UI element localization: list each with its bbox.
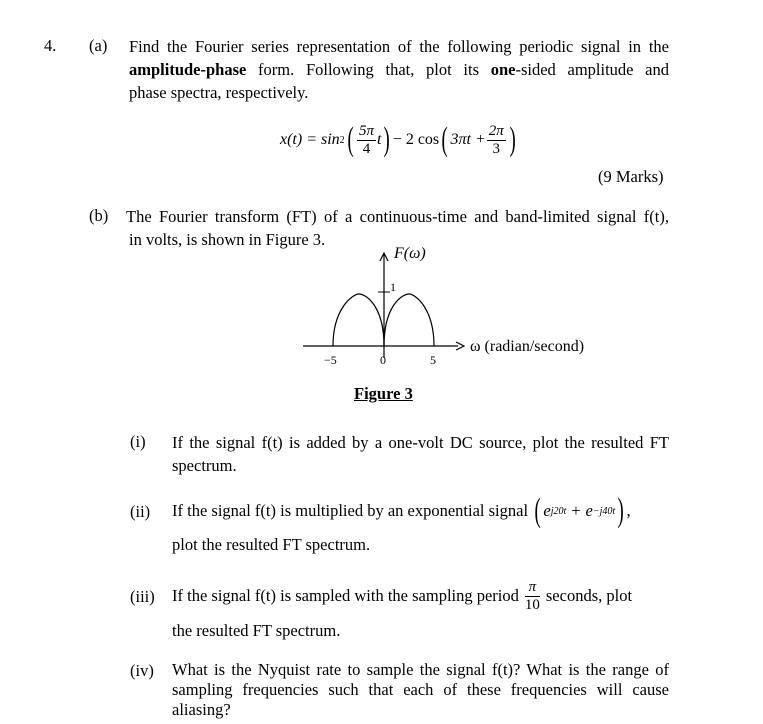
marks: (9 Marks) bbox=[598, 167, 664, 186]
fraction-pi-10 bbox=[525, 579, 540, 614]
tick-label-0: 0 bbox=[380, 353, 386, 367]
signal-equation bbox=[280, 118, 518, 162]
exp-left-paren: ( bbox=[534, 492, 541, 529]
spectrum-right-lobe bbox=[384, 294, 434, 346]
equation-sin-power: 2 bbox=[339, 134, 345, 146]
item-ii-line-1 bbox=[172, 490, 631, 532]
item-i-line-2: spectrum. bbox=[172, 456, 237, 475]
peak-label: 1 bbox=[390, 280, 396, 294]
exp-2-power: −j40t bbox=[592, 505, 616, 517]
question-number: 4. bbox=[44, 36, 57, 55]
item-iv-label: (iv) bbox=[130, 661, 154, 680]
figure-3-plot bbox=[300, 240, 620, 375]
part-a-line-1: Find the Fourier series representation of the following periodic signal in the bbox=[129, 37, 669, 56]
item-iv-text bbox=[172, 660, 669, 720]
item-i-text bbox=[172, 431, 669, 477]
fraction-5pi-4 bbox=[357, 123, 376, 158]
part-a-label: (a) bbox=[89, 36, 108, 55]
y-axis-label: F(ω) bbox=[394, 245, 426, 262]
tick-label-5: 5 bbox=[430, 353, 436, 367]
item-iii-line-1 bbox=[172, 576, 632, 616]
item-iii-line-2: the resulted FT spectrum. bbox=[172, 621, 341, 640]
spectrum-left-lobe bbox=[333, 294, 384, 346]
item-ii-label: (ii) bbox=[130, 502, 151, 521]
amplitude-phase-bold: amplitude-phase bbox=[129, 60, 247, 79]
item-i-line-1: If the signal f(t) is added by a one-volt DC source, plot the resulted FT bbox=[172, 433, 669, 452]
part-a-line-2-mid: form. Following that, plot its bbox=[246, 60, 491, 79]
part-b-line-1: The Fourier transform (FT) of a continuous-time and band-limited signal f(t), bbox=[126, 207, 669, 226]
x-axis-label: ω (radian/second) bbox=[470, 338, 585, 355]
equation-lhs: x(t) = sin bbox=[280, 131, 340, 148]
item-iii-label: (iii) bbox=[130, 587, 155, 606]
right-paren-2: ) bbox=[509, 121, 516, 158]
item-i-label: (i) bbox=[130, 432, 146, 451]
fraction-denominator: 3 bbox=[492, 140, 500, 157]
part-b-label: (b) bbox=[89, 206, 109, 225]
fraction-2pi-3 bbox=[487, 123, 506, 158]
exp-2-base: + e bbox=[570, 501, 593, 520]
item-ii-text: If the signal f(t) is multiplied by an exponential signal bbox=[172, 501, 529, 520]
equation-inner: 3πt + bbox=[450, 131, 486, 148]
fraction-denominator: 10 bbox=[524, 596, 540, 613]
fraction-denominator: 4 bbox=[362, 140, 371, 157]
item-iv-line-1: What is the Nyquist rate to sample the signal f(t)? What is the range of bbox=[172, 660, 669, 679]
one-bold: one bbox=[490, 60, 516, 79]
item-iv-line-2: sampling frequencies such that each of these frequencies will cause bbox=[172, 680, 669, 699]
exp-1-base: e bbox=[543, 501, 551, 520]
part-b-line-2: in volts, is shown in Figure 3. bbox=[129, 230, 326, 249]
part-a-text bbox=[129, 35, 669, 104]
fraction-numerator: 2π bbox=[488, 122, 504, 139]
exp-right-paren: ) bbox=[617, 492, 624, 529]
part-a-line-3: phase spectra, respectively. bbox=[129, 83, 309, 102]
right-paren-1: ) bbox=[384, 121, 391, 158]
fraction-numerator: π bbox=[525, 579, 540, 597]
equation-middle: − 2 cos bbox=[392, 131, 440, 148]
item-iv-line-3: aliasing? bbox=[172, 700, 231, 719]
left-paren-2: ( bbox=[441, 121, 448, 158]
part-a-line-2-end: -sided amplitude and bbox=[515, 60, 669, 79]
exp-1-power: j20t bbox=[550, 505, 567, 517]
figure-caption: Figure 3 bbox=[354, 384, 413, 403]
fraction-numerator: 5π bbox=[359, 122, 375, 139]
item-ii-line-2: plot the resulted FT spectrum. bbox=[172, 535, 371, 554]
part-a-line-2 bbox=[129, 58, 669, 81]
exp-trail: , bbox=[626, 501, 631, 520]
item-iii-text-end: seconds, plot bbox=[545, 586, 633, 605]
left-paren-1: ( bbox=[347, 121, 354, 158]
tick-label-neg5: −5 bbox=[324, 353, 337, 367]
item-iii-text: If the signal f(t) is sampled with the sampling period bbox=[172, 586, 519, 605]
equation-t: t bbox=[377, 131, 382, 148]
